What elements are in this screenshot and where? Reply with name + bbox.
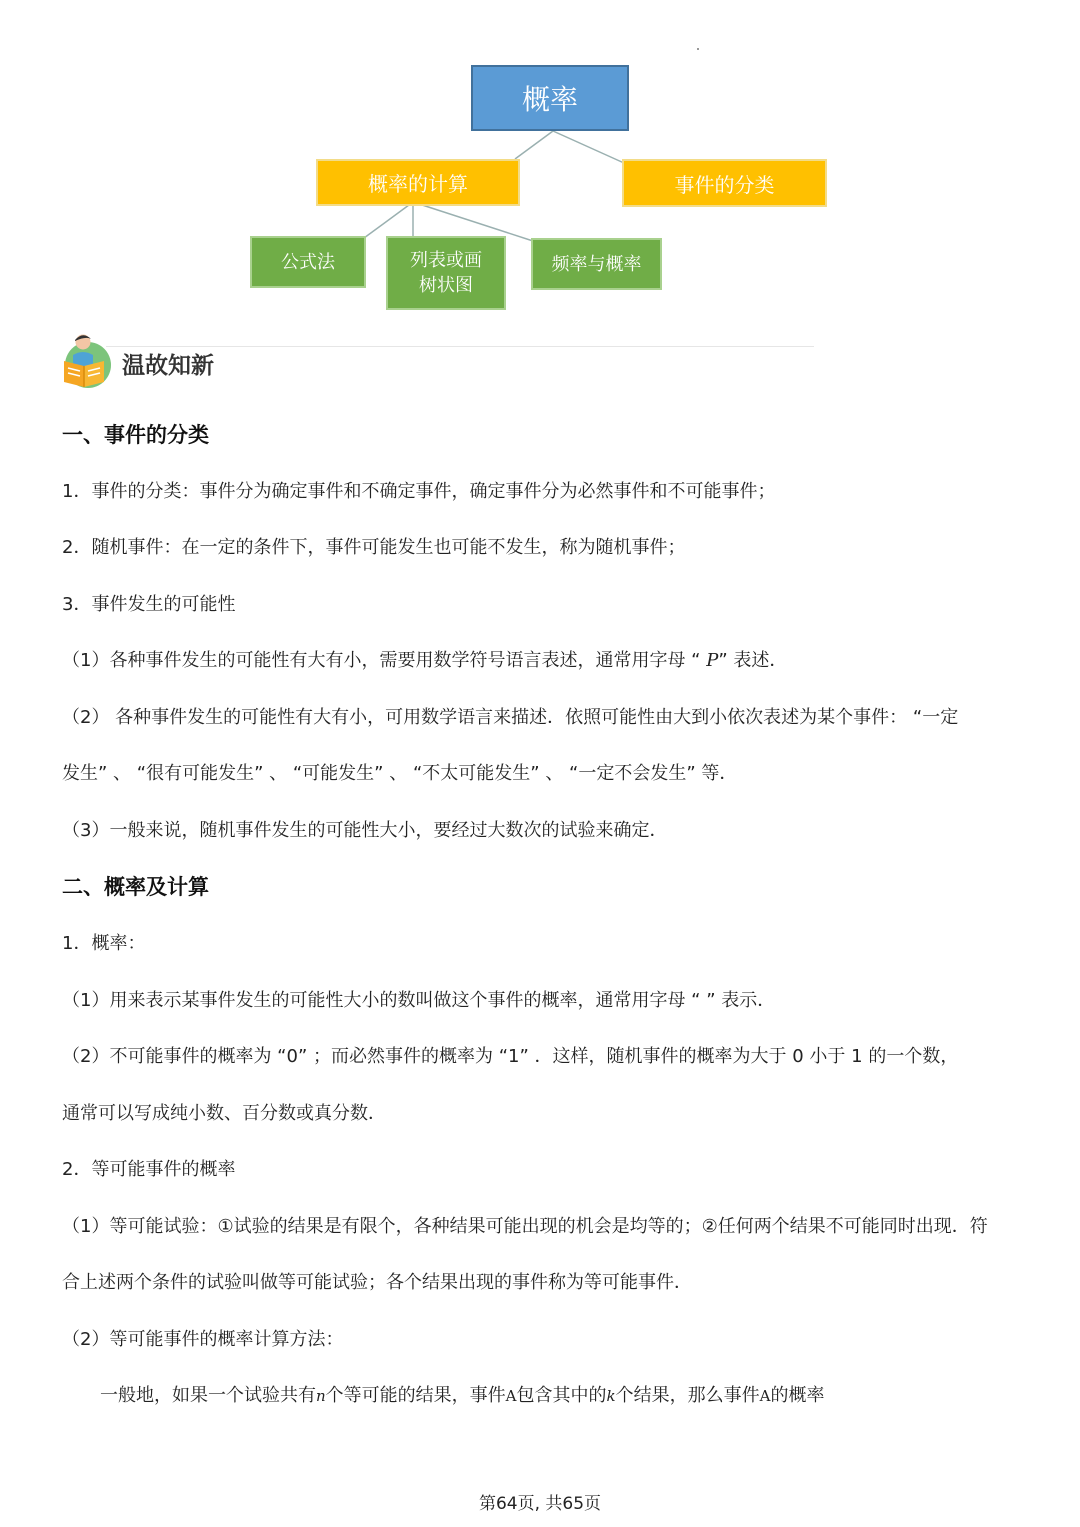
page-footer: 第64页, 共65页 <box>478 1494 602 1514</box>
node-event-classification: 事件的分类 <box>622 159 827 207</box>
concept-map-diagram <box>0 0 1080 330</box>
node-formula-method: 公式法 <box>250 236 366 288</box>
paragraph-4-text-a: （1）各种事件发生的可能性有大有小，需要用数学符号语言表述，通常用字母 “ <box>62 650 707 671</box>
heading-event-classification: 一、事件的分类 <box>62 423 209 447</box>
paragraph-4-text-b: ” 表述． <box>718 650 788 671</box>
section-title: 温故知新 <box>122 353 214 379</box>
paragraph-9-line-2: 通常可以写成纯小数、百分数或真分数． <box>62 1103 386 1124</box>
paragraph-13-text-a: 一般地，如果一个试验共有 <box>100 1385 316 1406</box>
paragraph-13 <box>100 1381 824 1407</box>
heading-probability-calculation: 二、概率及计算 <box>62 875 209 899</box>
paragraph-13-text-e: 的概率 <box>770 1385 825 1406</box>
paragraph-1: 1．事件的分类：事件分为确定事件和不确定事件，确定事件分为必然事件和不可能事件； <box>62 481 776 502</box>
paragraph-4 <box>62 646 787 672</box>
variable-a-1: A <box>505 1387 517 1405</box>
node-probability: 概率 <box>471 65 629 131</box>
connector-calc-formula <box>364 202 413 238</box>
paragraph-13-text-d: 个结果，那么事件 <box>615 1385 760 1406</box>
stray-dot <box>697 48 699 50</box>
paragraph-12: （2）等可能事件的概率计算方法： <box>62 1329 344 1350</box>
variable-k: k <box>606 1387 616 1405</box>
node-table-tree-line2: 树状图 <box>419 275 473 296</box>
paragraph-9-line-1: （2）不可能事件的概率为 “0” ；而必然事件的概率为 “1” ．这样，随机事件的概率为大于 0 小于 1 的一个数， <box>62 1046 959 1067</box>
variable-p: P <box>706 650 719 671</box>
paragraph-13-text-c: 包含其中的 <box>516 1385 607 1406</box>
variable-a-2: A <box>759 1387 771 1405</box>
node-frequency-probability: 频率与概率 <box>531 238 662 290</box>
paragraph-10: 2．等可能事件的概率 <box>62 1159 236 1180</box>
paragraph-5-line-2: 发生” 、 “很有可能发生” 、 “可能发生” 、 “不太可能发生” 、 “一定不会发生” 等． <box>62 763 738 784</box>
paragraph-8: （1）用来表示某事件发生的可能性大小的数叫做这个事件的概率，通常用字母 “ ” 表示． <box>62 990 776 1011</box>
variable-n: n <box>316 1387 326 1405</box>
paragraph-3: 3．事件发生的可能性 <box>62 594 236 615</box>
reading-student-icon <box>62 331 114 389</box>
paragraph-5-line-1: （2） 各种事件发生的可能性有大有小，可用数学语言来描述．依照可能性由大到小依次表述为某个事件： “一定 <box>62 707 959 728</box>
node-probability-calculation: 概率的计算 <box>316 159 520 206</box>
paragraph-13-text-b: 个等可能的结果，事件 <box>325 1385 506 1406</box>
paragraph-2: 2．随机事件：在一定的条件下，事件可能发生也可能不发生，称为随机事件； <box>62 537 686 558</box>
node-table-tree-method <box>386 236 506 310</box>
paragraph-11-line-2: 合上述两个条件的试验叫做等可能试验；各个结果出现的事件称为等可能事件． <box>62 1272 692 1293</box>
connector-root-classify <box>553 131 624 163</box>
connector-root-calc <box>515 131 553 159</box>
section-header <box>60 330 820 390</box>
paragraph-11-line-1: （1）等可能试验：①试验的结果是有限个，各种结果可能出现的机会是均等的；②任何两个结果不可能同时出现．符 <box>62 1216 988 1237</box>
node-table-tree-line1: 列表或画 <box>410 250 482 271</box>
paragraph-7: 1．概率： <box>62 933 146 954</box>
paragraph-6: （3）一般来说，随机事件发生的可能性大小，要经过大数次的试验来确定． <box>62 820 668 841</box>
